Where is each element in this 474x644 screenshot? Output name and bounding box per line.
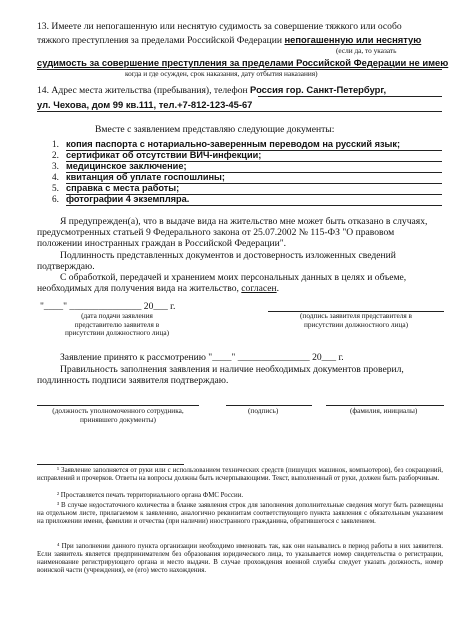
item13-line2-printed: тяжкого преступления за пределами Российской Федерации xyxy=(37,35,285,46)
docs-underline-5 xyxy=(66,194,442,195)
item13-note-right: (если да, то указать xyxy=(336,46,397,55)
item13-line2 xyxy=(37,34,421,46)
docs-underline-4 xyxy=(66,183,442,184)
footnote-4: ⁴ При заполнении данного пункта организации необходимо именовать так, как они назывались в период работы в них заявителя. Если заявитель является предпринимателем без образования юридического лица, то указывается номер свидетельства о регистрации, наименование регистрирующего органа и место выдачи. В случае прохождения военной службы следует указать должность, номер воинской части (учреждения), ее (его) место нахождения. xyxy=(37,543,443,575)
item13-line2-answer: непогашенную или неснятую xyxy=(284,34,422,45)
item13-line3-answer: судимость за совершение преступления за пределами Российской Федерации не имею xyxy=(37,57,449,68)
item14-printed: 14. Адрес места жительства (пребывания), телефон xyxy=(37,85,251,96)
footnote-2: ² Проставляется печать территориального органа ФМС России. xyxy=(57,492,244,499)
warning-p3-l2: необходимых для получения вида на жительство, согласен. xyxy=(37,283,280,294)
submit-date-field: "____" _______________ 20___ г. xyxy=(40,301,176,312)
docs-underline-1 xyxy=(66,150,442,151)
consent-word: согласен xyxy=(241,283,277,294)
applicant-sign-caption: (подпись заявителя представителя в присутствии должностного лица) xyxy=(300,311,412,329)
warning-p1-l1: Я предупрежден(а), что в выдаче вида на жительство мне может быть отказано в случаях, xyxy=(60,216,428,227)
footnote-1: ¹ Заявление заполняется от руки или с использованием технических средств (пишущих машинок, компьютеров), без сокращений, исправлений и прочерков. Ответы на вопросы должны быть исчерпывающими. Текст, выполненный от руки, должен быть разборчивым. xyxy=(37,467,443,483)
item14-answer-city: Россия гор. Санкт-Петербург, xyxy=(250,84,387,95)
warning-p1-l2: предусмотренных статьей 9 Федерального закона от 25.07.2002 № 115-ФЗ "О правовом xyxy=(37,227,395,238)
footnote-3: ³ В случае недостаточного количества в бланке заявления строк для заполнения дополнительные сведения могут быть размещены на отдельном листе, прилагаемом к заявлению, аналогично реквизитам соответствующего пункта заявления с обязательным указанием на приложении имени, фамилии и отчества (при наличии) иностранного гражданина, обратившегося с заявлением. xyxy=(37,502,443,526)
item14-underline2 xyxy=(37,111,442,112)
officer-sign-caption: (подпись) xyxy=(248,406,279,415)
accepted-text-l2: подлинность подписи заявителя подтверждаю. xyxy=(37,375,229,386)
docs-item: 6. фотографии 4 экземпляра. xyxy=(52,194,190,204)
submit-date-caption: (дата подачи заявления представителю заявителя в присутствии должностного лица) xyxy=(64,311,170,338)
officer-name-caption: (фамилия, инициалы) xyxy=(350,406,418,415)
warning-p1-l3: положении иностранных граждан в Российской Федерации". xyxy=(37,238,287,249)
warning-p3-l1: С обработкой, передачей и хранением моих персональных данных в целях и объеме, xyxy=(60,272,407,283)
item14-line1 xyxy=(37,84,386,96)
docs-item: 3. медицинское заключение; xyxy=(52,161,187,171)
officer-caption: (должность уполномоченного сотрудника, принявшего документы) xyxy=(52,406,184,424)
item13-caption: когда и где осужден, срок наказания, дату отбытия наказания) xyxy=(125,69,318,78)
docs-intro: Вместе с заявлением представляю следующие документы: xyxy=(95,124,335,135)
docs-underline-6 xyxy=(66,205,442,206)
item13-line1: 13. Имеете ли непогашенную или неснятую судимость за совершение тяжкого или особо xyxy=(37,21,402,32)
docs-item: 2. сертификат об отсутствии ВИЧ-инфекции; xyxy=(52,150,262,160)
docs-underline-2 xyxy=(66,161,442,162)
warning-p2-l1: Подлинность представленных документов и достоверность изложенных сведений xyxy=(60,250,396,261)
footnote-separator xyxy=(37,464,184,465)
item14-underline1 xyxy=(258,96,442,97)
item14-answer-address: ул. Чехова, дом 99 кв.111, тел.+7-812-123-45-67 xyxy=(37,99,253,110)
accepted-line: Заявление принято к рассмотрению "____" _______________ 20___ г. xyxy=(60,352,344,363)
docs-item: 4. квитанция об уплате госпошлины; xyxy=(52,172,225,182)
accepted-text-l1: Правильность заполнения заявления и наличие необходимых документов проверил, xyxy=(60,364,404,375)
docs-item: 5. справка с места работы; xyxy=(52,183,180,193)
docs-item: 1. копия паспорта с нотариально-заверенным переводом на русский язык; xyxy=(52,139,401,149)
warning-p2-l2: подтверждаю. xyxy=(37,261,95,272)
docs-underline-3 xyxy=(66,172,442,173)
